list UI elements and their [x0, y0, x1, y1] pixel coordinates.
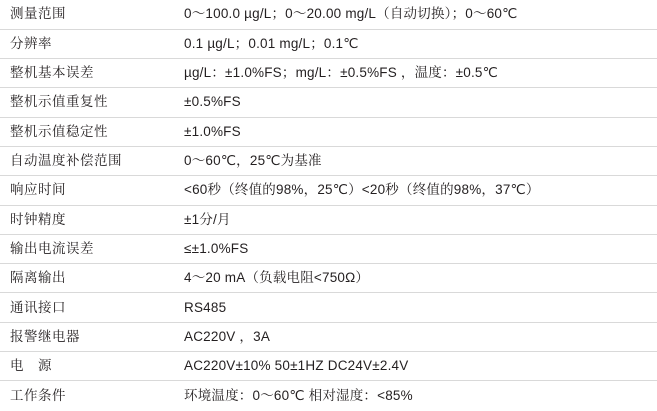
row-value: <60秒（终值的98%，25℃）<20秒（终值的98%，37℃）: [170, 176, 657, 205]
table-row: [0, 205, 657, 234]
table-row: [0, 352, 657, 381]
row-label: 测量范围: [0, 0, 170, 29]
row-value: AC220V ，3A: [170, 322, 657, 351]
row-value: ±0.5%FS: [170, 88, 657, 117]
table-row: [0, 264, 657, 293]
table-row: [0, 322, 657, 351]
row-label: 自动温度补偿范围: [0, 146, 170, 175]
row-label: 整机基本误差: [0, 59, 170, 88]
table-row: [0, 176, 657, 205]
row-value: 0～60℃，25℃为基准: [170, 146, 657, 175]
row-value: AC220V±10% 50±1HZ DC24V±2.4V: [170, 352, 657, 381]
row-label: 整机示值稳定性: [0, 117, 170, 146]
table-row: [0, 0, 657, 29]
row-label: 电 源: [0, 352, 170, 381]
row-value: ≤±1.0%FS: [170, 234, 657, 263]
row-label: 隔离输出: [0, 264, 170, 293]
row-label: 通讯接口: [0, 293, 170, 322]
row-label: 响应时间: [0, 176, 170, 205]
row-label: 报警继电器: [0, 322, 170, 351]
row-value: RS485: [170, 293, 657, 322]
row-value: ±1.0%FS: [170, 117, 657, 146]
row-value: 0.1 µg/L；0.01 mg/L；0.1℃: [170, 29, 657, 58]
row-label: 时钟精度: [0, 205, 170, 234]
row-value: 环境温度：0～60℃ 相对湿度：<85%: [184, 387, 413, 403]
table-row: [0, 88, 657, 117]
row-label: 输出电流误差: [0, 234, 170, 263]
table-row: [0, 381, 657, 410]
row-value: ±1分/月: [170, 205, 657, 234]
table-row: [0, 29, 657, 58]
table-row: [0, 146, 657, 175]
row-value: µg/L：±1.0%FS；mg/L：±0.5%FS ，温度：±0.5℃: [170, 59, 657, 88]
table-row: [0, 59, 657, 88]
row-label: 分辨率: [0, 29, 170, 58]
row-value: 0～100.0 µg/L；0～20.00 mg/L（自动切换）；0～60℃: [170, 0, 657, 29]
row-label: 工作条件: [10, 387, 66, 403]
table-row: [0, 234, 657, 263]
table-row: [0, 117, 657, 146]
table-row: [0, 293, 657, 322]
row-label: 整机示值重复性: [0, 88, 170, 117]
row-value: 4～20 mA（负载电阻<750Ω）: [170, 264, 657, 293]
